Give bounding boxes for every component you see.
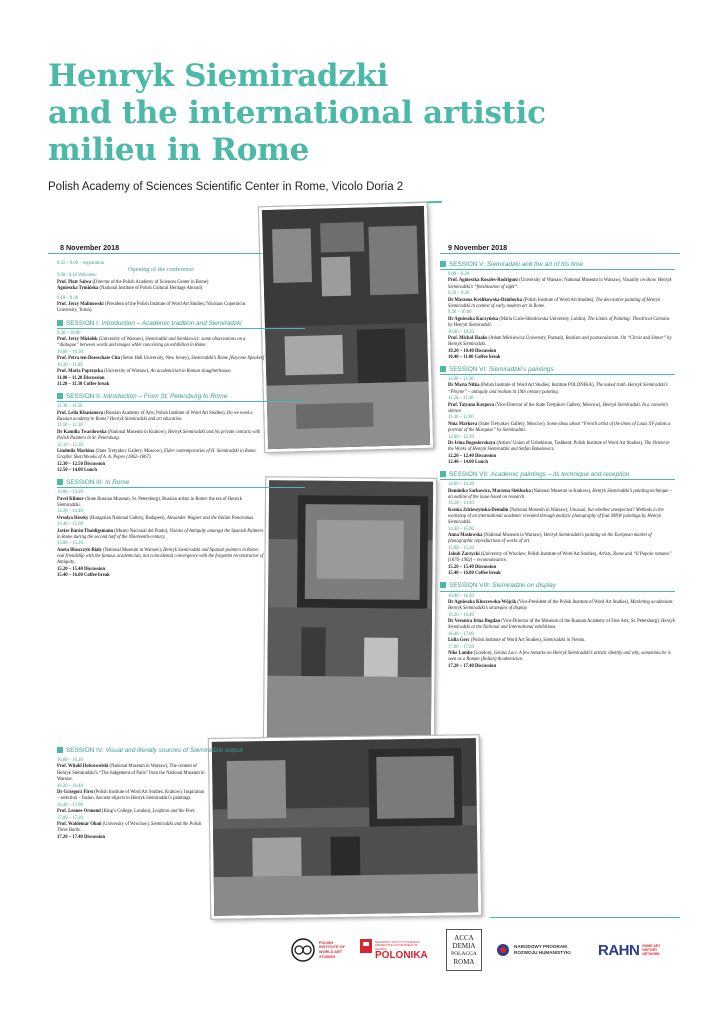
speaker-affiliation: (National Museum in Warsaw), The content of Henryk Siemiradzki’s “The Judgement of Paris” from the National Museum in Warsaw. (57, 764, 205, 782)
speaker-name: Prof. Jerzy Miziołek (57, 337, 98, 343)
talk-time: 15.00 – 15.20 (448, 545, 474, 551)
talk-time: 9.20 – 9.40 (448, 291, 470, 297)
session-4-header (57, 747, 265, 754)
break-line (57, 468, 265, 474)
session-marker (440, 366, 446, 372)
talk-speaker (448, 422, 675, 434)
discussion-line (57, 835, 207, 841)
speaker-name: Prof. Agnieszka Rosales-Rodríguez (448, 278, 519, 284)
speaker-affiliation: (Vice-Director of the Museum of the Russian Academy of Fine Arts, St. Petersburg), (500, 618, 660, 624)
session-title: Introduction – Academic tradition and Siemiradzki (101, 319, 242, 327)
speaker-name: Aneta Błaszczyk-Biały (57, 547, 102, 553)
talk-time: 9.30 – 10.00 (57, 330, 81, 336)
talk-title: Henryk Siemiradzki’s painting technique – an outline of the issue based on research. (448, 488, 672, 500)
talk-time: 14.20 – 14.40 (448, 501, 474, 507)
session-8-header (440, 582, 675, 589)
speaker-name: Orsolya Hessky (57, 515, 89, 521)
talk-time: 14.40 – 15.00 (448, 526, 474, 532)
break-text: 10.40 – 11.00 Coffee break (448, 354, 501, 360)
talk-time: 14.20 – 14.40 (57, 509, 83, 515)
talk-speaker (448, 638, 675, 644)
day2-date: 9 November 2018 (448, 243, 508, 252)
talk-time: 12.00 – 12.20 (448, 434, 474, 440)
speaker-affiliation: (King’s College, London), (100, 808, 152, 814)
speaker-affiliation: (Museo Nacional del Prado), (113, 528, 169, 534)
talk-title: Realism and postsecularism. On “Christ and Sinner” by Henryk Siemiradzki. (448, 335, 672, 347)
talk-time: 11.00 – 11.20 (448, 377, 474, 383)
piwas-text: POLISH INSTITUTE OF WORLD ART STUDIES (319, 940, 345, 959)
day1-column-bottom (57, 742, 243, 841)
polonika-text: POLONIKA (375, 950, 428, 961)
title-line-2: and the international artistic (48, 95, 546, 131)
welcome-time: 9.00– 9.10 Welcome: (57, 273, 97, 279)
talk-time: 11.20 – 11.40 (448, 396, 474, 402)
speaker-name: Nina Markova (448, 421, 478, 427)
talk-item (448, 272, 675, 291)
keynote-speaker (57, 302, 265, 314)
title-line-1: Henryk Siemiradzki (48, 58, 389, 94)
speaker-affiliation: (National Museum in Warsaw), (508, 507, 569, 513)
accademia-line-3: POLACCA (451, 951, 477, 957)
accademia-line-2: DEMIA (452, 942, 476, 950)
talk-item (57, 758, 207, 783)
talk-speaker (57, 356, 265, 362)
talk-item (448, 330, 675, 349)
talk-speaker (448, 533, 675, 545)
session-title: Introduction – From St. Petersburg to Rome (103, 393, 228, 401)
talk-time: 15.00 – 15.20 (57, 541, 83, 547)
talk-speaker (57, 430, 265, 442)
break-text: 12.40 – 14.00 Lunch (448, 459, 488, 465)
speaker-name: Anna Masłowska (448, 532, 483, 538)
talk-time: 10.30 – 11.00 (57, 362, 83, 368)
talk-time: 14.00 – 14.20 (448, 482, 474, 488)
title-line-3: milieu in Rome (48, 132, 310, 168)
discussion-text: 12.20 – 12.40 Discussion (448, 453, 497, 459)
accademia-line-1: ACCA (454, 934, 474, 942)
talk-title: The Orient in the Works of Henryk Siemiradzki and Stefan Bakałowicz. (448, 440, 670, 452)
speaker-name: Jakub Zarzycki (448, 552, 480, 558)
talk-item (57, 541, 265, 566)
talk-time: 10.00 – 10.20 (448, 329, 474, 335)
talk-item (448, 632, 675, 644)
session-7-header (440, 471, 675, 478)
discussion-text: 17.20 – 17.40 Discussion (57, 834, 106, 840)
speaker-affiliation: (Polish Institute of Word Art Studies), (469, 637, 542, 643)
speaker-name: Dr Irina Bogoslovskaya (448, 440, 496, 446)
talk-speaker (448, 441, 675, 453)
talk-title: Henryk Siemiradzki and his private contacts with Polish Painters in St. Petersburg. (57, 429, 261, 441)
session-marker (57, 393, 63, 399)
break-line (57, 573, 265, 579)
session-8-talks (440, 594, 675, 664)
talk-speaker (57, 529, 265, 541)
speaker-affiliation: (State Tretyakov Gallery, Moscow), (94, 448, 163, 454)
talk-speaker (448, 619, 675, 631)
talk-time: 10.00 – 10.30 (57, 349, 83, 355)
speaker-name: Dominika Sarkowicz, Marzena Sieklucka (448, 488, 531, 494)
speaker-affiliation: (Director of the Polish Academy of Sciences Center in Rome) (91, 279, 209, 285)
speaker-affiliation: (Polish Institute of Word Art Studies), (522, 297, 595, 303)
session-title: In Rome (105, 479, 130, 487)
talk-title: Genius Loci. A few remarks on Henryk Siemiradzki’s artistic identity and why, sometimes he is seen as a Roman (Italian) Academician. (448, 650, 671, 663)
day1-rule (48, 253, 262, 254)
talk-item (448, 435, 675, 454)
discussion-text: 15.20 – 15.40 Discussion (57, 566, 106, 572)
talk-item (448, 377, 675, 396)
talk-speaker (448, 600, 675, 612)
talk-speaker (448, 489, 675, 501)
speaker-affiliation: (State Russian Museum, St. Petersburg), Russian artists in Rome: the era of Henryk Siemiradzki. (57, 496, 242, 508)
talk-item (448, 415, 675, 434)
session-7-talks (440, 482, 675, 564)
nprh-line-2: ROZWOJU HUMANISTYKI (514, 950, 571, 955)
speaker-name: Prof. Petra ten-Doesschate Chu (57, 356, 120, 362)
talk-title: The naked truth. Henryk Siemiradzki’s “Phryne” – antiquity and realism in 19th century painting. (448, 383, 668, 395)
talk-time: 11.30 – 11.50 (57, 404, 83, 410)
session-label: SESSION V: (449, 261, 487, 268)
session-title: Siemiradzki’s paintings (488, 366, 554, 374)
talk-item (448, 482, 675, 501)
speaker-affiliation: (University of Warsaw), (97, 337, 145, 343)
logo-accademia-polacca (446, 929, 482, 971)
speaker-name: Dr Maria Nitka (448, 383, 480, 389)
talk-time: 16.00 – 16.20 (448, 593, 474, 599)
session-3-header (57, 479, 265, 486)
speaker-affiliation: (Polish Institute of Word Art Studies; Institute POLONIKA), (479, 383, 595, 389)
session-label: SESSION VII: (449, 471, 491, 479)
talk-title: Visions of Antiquity amongst the Spanish Painters in Rome during the second half of the Nineteenth-century. (57, 528, 264, 540)
speaker-affiliation: (University of Warsaw), (102, 369, 150, 375)
talk-speaker (448, 336, 675, 348)
speaker-name: Dr Kamilla Twardowska (57, 429, 107, 435)
session-3-talks (57, 490, 265, 566)
logo-polonika (360, 932, 435, 968)
talk-title: Alexander Wagner and the Italian Panoramas. (166, 515, 255, 521)
talk-speaker (57, 822, 207, 834)
talk-speaker (448, 317, 675, 329)
speaker-affiliation: (London), (472, 650, 493, 656)
talk-item (448, 594, 675, 613)
opening-title: Opening of the conference (128, 266, 194, 274)
talk-title: Henryk Siemiradzki at the National and International exhibitions. (448, 618, 675, 631)
accademia-line-4: ROMA (453, 958, 475, 966)
poster-title (48, 58, 546, 169)
talk-speaker (57, 497, 265, 509)
speaker-affiliation: (Vice-Director of the State Tretyakov Gallery, Moscow), (494, 402, 602, 408)
speaker-affiliation: (National Institute of Polish Cultural Heritage Abroad) (98, 285, 203, 291)
break-text: 15.40 – 16.00 Coffee break (448, 571, 501, 577)
talk-speaker (448, 383, 675, 395)
talk-item (448, 613, 675, 632)
session-title: Visual and literally sources of Siemiradzki output (105, 747, 243, 754)
talk-speaker (57, 764, 207, 783)
break-text: 11.20 – 11.30 Coffee break (57, 381, 110, 387)
talk-title: Do we need a Russian academy in Rome? Henryk Siemiradzki and art education. (57, 410, 253, 422)
nprh-text (514, 944, 571, 956)
right-vertical-rule (490, 917, 680, 918)
session-6-header (440, 366, 675, 373)
talk-item (57, 803, 207, 815)
talk-speaker (57, 790, 207, 802)
speaker-name: Dr Agnieszka Kuczyńska (448, 316, 499, 322)
talk-title: Siemiradzki in Vienna. (543, 637, 586, 643)
piwas-emblem-icon (290, 937, 316, 963)
session-label: SESSION IV: (66, 747, 106, 754)
talk-speaker (57, 809, 207, 815)
break-line (57, 382, 265, 388)
speaker-affiliation: (Seton Hall University, New Jersey), (119, 356, 191, 362)
talk-title: Some ideas about “French artist of the times of Louis XV paints a portrait of the Marquise” by Siemiradzki. (448, 421, 671, 433)
nprh-line-1: NARODOWY PROGRAM (514, 944, 567, 949)
talk-item (57, 331, 265, 350)
talk-title: Leighton and the Poet. (152, 808, 196, 814)
talk-title: Henryk Siemiradzki and Spanish painters in Rome: real friendship with the famous academician, not coincidental convergence with the forgotten reconstructor of Antiquity. (57, 547, 264, 566)
session-1-header (57, 320, 265, 327)
talk-time: 11.40 – 12.00 (448, 415, 474, 421)
session-label: SESSION I: (66, 319, 102, 327)
talk-item (448, 501, 675, 526)
speaker-affiliation: (University of Wrocław; Polish Institute of Word Art Studies), (479, 552, 598, 558)
talk-time: 9.00 – 9.20 (448, 272, 470, 278)
talk-speaker (448, 508, 675, 527)
talk-title: Siemiradzki and the Polish Three Bards. (57, 821, 202, 833)
session-label: SESSION VI: (449, 366, 489, 374)
speaker-affiliation: (National Museum in Krakow), (106, 429, 167, 435)
speaker-name: Pavel Klimov (57, 496, 84, 502)
session-title: Academic paintings – its technique and reception (490, 471, 630, 479)
talk-title: Artists, Rome and “Il Popolo romano” (1876–1902) – reconnaissance. (448, 552, 672, 564)
break-line (440, 460, 675, 466)
talk-time: 16.20 – 16.40 (448, 612, 474, 618)
speaker-affiliation: (University of Warsaw; National Museum in Warsaw), (518, 278, 622, 284)
talk-item (57, 816, 207, 835)
talk-time: 17.00 – 17.20 (448, 644, 474, 650)
break-line (440, 571, 675, 577)
talk-title: An academician in Roman slaughterhouse. (150, 369, 231, 375)
session-title: Siemiradzki and the art of his time (486, 261, 584, 268)
speaker-affiliation: (Russian Academy of Arts; Polish Institute of Word Art Studies), (103, 410, 226, 416)
talk-item (57, 404, 265, 423)
talk-item (448, 546, 675, 565)
speaker-name: Lidia Gerc (448, 637, 470, 643)
speaker-affiliation: (President of the Polish Institute of Word Art Studies; Nicolaus Copernicus University, Toruń) (57, 302, 246, 314)
session-6-talks (440, 377, 675, 453)
talk-speaker (448, 298, 675, 310)
speaker-name: Prof. Tatyana Karpova (448, 402, 495, 408)
day1-date: 8 November 2018 (60, 243, 120, 252)
talk-time: 14.00 – 14.20 (57, 490, 83, 496)
speaker-name: Dr Veronica Irina Bogdan (448, 618, 501, 624)
workshop-interior-image (212, 738, 478, 916)
speaker-name: Dr Grzegorz First (57, 789, 94, 795)
speaker-name: Prof. Waldemar Okoń (57, 821, 102, 827)
talk-title: Siemiradzki’s Rome [Keynote Speaker] (191, 356, 265, 362)
talk-title: Marketing academism: Henryk Siemiradzki’s strategies of display. (448, 599, 674, 611)
talk-time: 9.40 – 10.00 (448, 310, 472, 316)
speaker-name: Prof. Leonee Ormond (57, 808, 101, 814)
session-1-talks (57, 331, 265, 375)
discussion-text: 17.20 – 17.40 Discussion (448, 663, 497, 669)
break-line (440, 355, 675, 361)
logo-piwas (290, 932, 350, 968)
day2-column (440, 256, 675, 670)
studio-photo-3 (209, 735, 481, 919)
session-label: SESSION III: (66, 479, 106, 487)
talk-speaker (448, 651, 675, 663)
speaker-name: Prof. Maria Poprzęcka (57, 369, 103, 375)
talk-time: 14.40 – 15.00 (57, 522, 83, 528)
talk-item (57, 490, 265, 509)
talk-item (57, 443, 265, 462)
speaker-affiliation: (National Museum in Warsaw), (101, 547, 162, 553)
discussion-text: 11.00 – 11.20 Discussion (57, 375, 105, 381)
break-text: 12.50 – 14.00 Lunch (57, 467, 97, 473)
session-marker (57, 320, 63, 326)
speaker-affiliation: (National Museum in Warsaw), (482, 532, 543, 538)
session-5-talks (440, 272, 675, 348)
talk-speaker (57, 548, 265, 567)
talk-item (448, 310, 675, 329)
talk-speaker (57, 337, 265, 349)
talk-speaker (448, 278, 675, 290)
session-5-header (440, 261, 675, 268)
speaker-affiliation: (State Tretyakov Gallery, Moscow), (477, 421, 546, 427)
talk-item (57, 423, 265, 442)
logo-nprh (496, 932, 586, 968)
talk-item (57, 784, 207, 803)
session-marker (57, 747, 63, 753)
talk-speaker (448, 552, 675, 564)
speaker-name: Dr Agnieszka Kluczewska-Wójcik (448, 599, 517, 605)
talk-title: Unusual, but whether unexpected? Methods in the workshop of an international academic revealed through analytic photography of four MNW paintings by Henryk Siemiradzki. (448, 507, 664, 526)
talk-time: 11.50 – 12.10 (57, 423, 83, 429)
talk-item (448, 291, 675, 310)
talk-speaker (57, 449, 265, 461)
nprh-emblem-icon (496, 943, 510, 957)
discussion-line (440, 664, 675, 670)
talk-title: Elder contemporaries of H. Siemiradzki in Rome. Graphic Sketchbooks of A. A. Popov (1862–1867). (57, 448, 257, 460)
session-label: SESSION VIII: (449, 582, 493, 590)
speaker-affiliation: (Maria Curie-Skłodowska University, Lublin), (498, 316, 587, 322)
speaker-name: Ksenia Zdzieszyńska-Demolin (448, 507, 509, 513)
registration-line: 8.45 – 9.00 – registration (57, 261, 105, 266)
speaker-affiliation: (Artists’ Union of Uzbekistan, Tashkent; Polish Institute of Word Art Studies), (495, 440, 644, 446)
speaker-name: Prof. Witold Dobrowolski (57, 764, 109, 770)
talk-title: Henryk Siemiradzki. In a convent’s silence. (448, 402, 669, 414)
speaker-name: Agnieszka Tymińska (57, 285, 99, 291)
speaker-name: Prof. Piotr Salwa (57, 279, 92, 285)
discussion-text: 12.30 – 12.50 Discussion (57, 461, 106, 467)
polonika-small-text: NARODOWY INSTYTUT POLSKIEGO DZIEDZICTWA KULTUROWEGO ZA GRANICĄ (375, 941, 420, 951)
talk-speaker (57, 516, 265, 522)
talk-title: Siemiradzki and Sienkiewicz: some observations on a “dialogue” between words and images while conceiving an exhibition in Rome. (57, 337, 246, 349)
talk-time: 16.20 – 16.40 (57, 783, 83, 789)
session-marker (440, 261, 446, 267)
logo-rahn (598, 932, 688, 968)
session-marker (440, 471, 446, 477)
speaker-name: Nike Lambe (448, 650, 473, 656)
talk-title: Visuality on show. Henryk Siemiradzki’s “fetishization of sight”. (448, 278, 672, 290)
talk-time: 17.00 – 17.20 (57, 815, 83, 821)
speaker-name: Liudmila Markina (57, 448, 95, 454)
session-marker (57, 479, 63, 485)
talk-item (57, 350, 265, 362)
speaker-name: Prof. Jerzy Malinowski (57, 302, 104, 308)
day2-rule (440, 253, 680, 254)
speaker-name: Prof. Leila Khasianova (57, 410, 104, 416)
session-4-talks (57, 758, 207, 834)
talk-time: 16.00 – 16.20 (57, 758, 83, 764)
session-2-header (57, 393, 265, 400)
talk-item (57, 522, 265, 541)
talk-speaker (57, 369, 265, 375)
speaker-name: Dr Marzena Królikowska-Dziubecka (448, 297, 523, 303)
venue-subtitle: Polish Academy of Sciences Scientific Center in Rome, Vicolo Doria 2 (48, 181, 404, 193)
discussion-text: 10.20 – 10.40 Discussion (448, 348, 497, 354)
talk-item (448, 396, 675, 415)
talk-time: 16.40 – 17.00 (57, 802, 83, 808)
session-title: Siemiradzki on display (492, 582, 556, 590)
talk-item (57, 363, 265, 375)
day1-column (57, 261, 265, 579)
speaker-affiliation: (Polish Institute of Word Art Studies, Krakow), Inspiration – selection – fusion. Ancient objects in Henryk Siemiradzki’s paintings. (57, 789, 205, 801)
session-2-talks (57, 404, 265, 461)
talk-item (57, 509, 265, 521)
speaker-affiliation: (University of Wrocław), (101, 821, 150, 827)
speaker-name: Javier Barón Thaidigsmann (57, 528, 114, 534)
gallery-interior-image (267, 480, 433, 743)
rahn-text: RAHN (598, 941, 640, 959)
rahn-small-text: ROME ART HISTORY NETWORK (642, 943, 661, 957)
talk-title: The Limits of Painting: Theatrical Curtains by Henryk Siemiradzki. (448, 316, 670, 328)
session-label: SESSION II: (66, 393, 104, 401)
talk-speaker (448, 403, 675, 415)
speaker-affiliation: (Adam Mickiewicz University, Poznań), (487, 335, 565, 341)
polonika-flag-icon (360, 939, 372, 953)
talk-speaker (57, 411, 265, 423)
speaker-name: Prof. Michał Haake (448, 335, 488, 341)
speaker-affiliation: (Vice-President of the Polish Institute of Word Art Studies), (516, 599, 630, 605)
break-text: 15.40 – 16.00 Coffee break (57, 572, 110, 578)
talk-time: 12.10 – 12.30 (57, 442, 83, 448)
talk-item (448, 527, 675, 546)
speaker-affiliation: (Hungarian National Gallery, Budapest), (88, 515, 166, 521)
talk-item (448, 645, 675, 664)
talk-title: Henryk Siemiradzki’s painting on the European market of photographic reproductions of works of art. (448, 532, 652, 545)
talk-title: The decorative painting of Henryk Siemiradzki in context of early modern art in Rome. (448, 297, 661, 309)
studio-photo-2 (264, 477, 436, 746)
speaker-affiliation: (National Museum in Krakow), (530, 488, 592, 494)
discussion-text: 15.20 – 15.40 Discussion (448, 564, 497, 570)
session-marker (440, 582, 446, 588)
keynote-time: 9.10 – 9.30 (57, 296, 79, 302)
talk-time: 16.40 – 17.00 (448, 631, 474, 637)
